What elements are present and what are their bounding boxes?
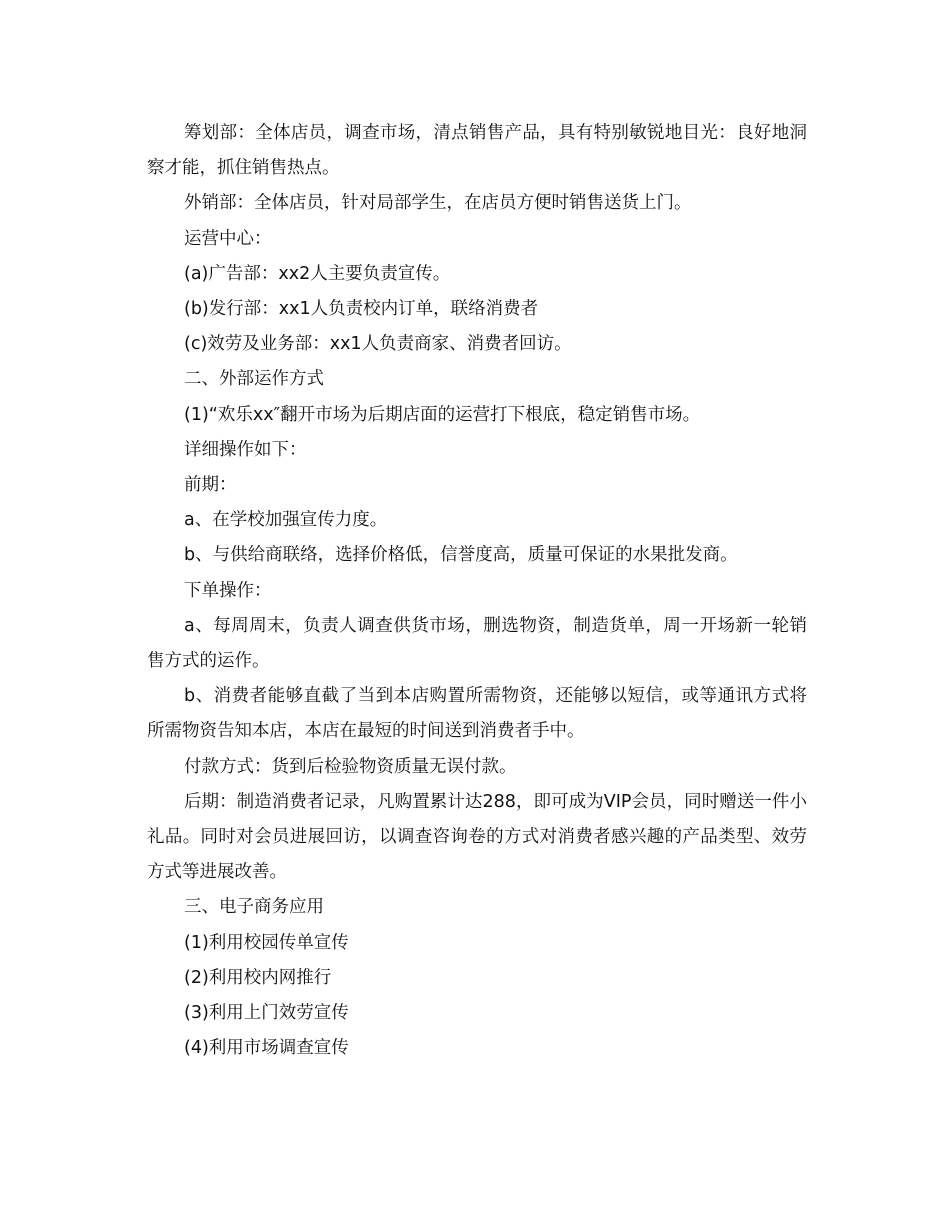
paragraph: 运营中心： [184,228,272,249]
paragraph: b、与供给商联络，选择价格低，信誉度高，质量可保证的水果批发商。 [184,545,738,566]
paragraph: 外销部：全体店员，针对局部学生，在店员方便时销售送货上门。 [184,193,692,214]
paragraph: (3)利用上门效劳宣传 [184,1003,349,1024]
section-heading: 二、外部运作方式 [184,369,324,390]
paragraph: a、在学校加强宣传力度。 [184,510,388,531]
document-body [147,116,807,1066]
paragraph: (a)广告部：xx2人主要负责宣传。 [184,263,451,284]
paragraph: b、消费者能够直截了当到本店购置所需物资，还能够以短信，或等通讯方式将所需物资告知本店，本店在最短的时间送到消费者手中。 [147,686,807,742]
paragraph: (2)利用校内网推行 [184,967,332,988]
paragraph: (1)“欢乐xx″翻开市场为后期店面的运营打下根底，稳定销售市场。 [184,404,701,425]
paragraph: (b)发行部：xx1人负责校内订单，联络消费者 [184,299,539,320]
paragraph: (1)利用校园传单宣传 [184,932,349,953]
paragraph: 前期： [184,475,237,496]
paragraph: a、每周周末，负责人调查供货市场，删选物资，制造货单，周一开场新一轮销售方式的运作。 [147,615,807,672]
paragraph: (c)效劳及业务部：xx1人负责商家、消费者回访。 [184,334,572,355]
paragraph: 付款方式：货到后检验物资质量无误付款。 [184,756,517,777]
paragraph: 详细操作如下： [184,439,307,460]
paragraph: (4)利用市场调查宣传 [184,1038,349,1059]
paragraph: 后期：制造消费者记录，凡购置累计达288，即可成为VIP会员，同时赠送一件小礼品。同时对会员进展回访，以调查咨询卷的方式对消费者感兴趣的产品类型、效劳方式等进展改善。 [147,791,807,883]
paragraph: 下单操作： [184,580,272,601]
section-heading: 三、电子商务应用 [184,897,324,918]
paragraph: 筹划部：全体店员，调查市场，清点销售产品，具有特别敏锐地目光：良好地洞察才能，抓住销售热点。 [147,123,807,179]
